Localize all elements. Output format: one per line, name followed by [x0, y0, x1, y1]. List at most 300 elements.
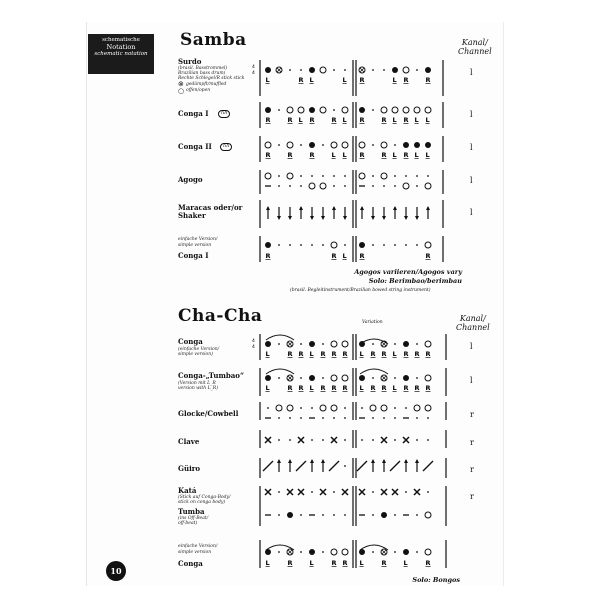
samba-conga1-hand: R: [287, 116, 293, 124]
samba-conga1b-open: [403, 107, 409, 113]
chacha-tumba-rest: [344, 514, 346, 516]
chacha-tumbao-sub2: version with L_R): [178, 386, 218, 391]
samba-conga1-hit: [265, 107, 271, 113]
chacha-tumbao-open: [342, 375, 348, 381]
samba-surdo-hand: L: [265, 76, 270, 84]
samba-conga-simple-rest: [322, 244, 324, 246]
chacha-kata-sub1: (Stick auf Conga-Body/: [178, 495, 231, 500]
chacha-clave-cross: [331, 437, 337, 443]
chacha-tumbao-rest: [300, 377, 302, 379]
samba-agogo2-low-rest: [416, 185, 418, 187]
chacha-conga-hand: R: [342, 350, 348, 358]
chacha-conga-simple2-hit: [359, 549, 365, 555]
chacha-clave2-rest: [372, 439, 374, 441]
samba-conga2-badge: hh: [220, 143, 232, 151]
chacha-cowbell-rest: [344, 407, 346, 409]
chacha-conga-simple-rest: [300, 551, 302, 553]
chacha-tumba-sub1: (ins Off-Beat/: [178, 516, 209, 521]
chacha-conga2-hand: R: [425, 350, 431, 358]
chacha-tumbao2-hit: [359, 375, 365, 381]
page-number: 10: [106, 561, 126, 581]
chacha-clave-rest: [311, 439, 313, 441]
chacha-kata2-rest: [405, 491, 407, 493]
chacha-conga-hand: R: [298, 350, 304, 358]
samba-conga2-hit: [309, 142, 315, 148]
samba-agogo-open: [287, 173, 293, 179]
chacha-guiro2-scrape: [423, 461, 433, 471]
samba-surdo-hand: L: [342, 76, 347, 84]
samba-conga-simple-rest: [344, 244, 346, 246]
samba-conga1b-hand: R: [381, 116, 387, 124]
samba-agogo-low-rest: [344, 185, 346, 187]
samba-conga2b-open: [359, 142, 365, 148]
samba-kanal-line2: Channel: [458, 47, 492, 56]
chacha-cowbell-open: [320, 405, 326, 411]
samba-surdo2-rest: [416, 69, 418, 71]
chacha-conga2-rest: [416, 343, 418, 345]
chacha-variation: Variation: [362, 320, 383, 325]
chacha-tumbao-rest: [322, 377, 324, 379]
samba-conga-simple-rest: [311, 244, 313, 246]
chacha-label-clave: Clave: [178, 437, 200, 446]
samba-agogo2-rest: [405, 175, 407, 177]
chacha-tumbao-hand: L: [309, 384, 314, 392]
samba-conga-simple-open: [331, 242, 337, 248]
chacha-footnote1: Solo: Bongos: [412, 576, 460, 584]
samba-surdo2-hit: [425, 67, 431, 73]
chacha-cowbell2-low-rest: [383, 417, 385, 419]
chacha-kata2-rest: [372, 491, 374, 493]
chacha-tumbao-hand: R: [320, 384, 326, 392]
chacha-conga-simple2-open: [425, 549, 431, 555]
sidebox-line2: Notation: [106, 43, 136, 51]
samba-conga1b-rest: [372, 109, 374, 111]
chacha-cowbell2-open: [425, 405, 431, 411]
chacha-conga-simple2-hand: L: [403, 559, 408, 567]
samba-conga-simple2-hit: [359, 242, 365, 248]
chacha-conga-simple-hand: R: [287, 559, 293, 567]
chacha-cowbell-low-rest: [300, 417, 302, 419]
chacha-cowbell-low-rest: [333, 417, 335, 419]
samba-agogo-open: [265, 173, 271, 179]
samba-surdo2-hit: [392, 67, 398, 73]
samba-label-maracas: Maracas oder/or: [178, 203, 243, 212]
samba-shaker-arrowhead: [310, 216, 314, 220]
chacha-guiro-arrowhead: [288, 459, 292, 463]
chacha-kata2-cross: [359, 489, 365, 495]
chacha-kanal-line1: Kanal/: [459, 314, 486, 323]
samba-conga1b-open: [414, 107, 420, 113]
chacha-conga-simple-rest: [278, 551, 280, 553]
chacha-cowbell2-rest: [405, 407, 407, 409]
samba-conga-simple2-rest: [416, 244, 418, 246]
samba-conga1-rest: [333, 109, 335, 111]
chacha-kata-rest: [333, 491, 335, 493]
chacha-cowbell2-low-rest: [427, 417, 429, 419]
chacha-tumbao-hand: L: [265, 384, 270, 392]
chacha-conga-sub1: (einfache Version/: [178, 347, 220, 352]
samba-label-surdo: Surdo: [178, 57, 202, 66]
chacha-kata-cross: [287, 489, 293, 495]
samba-conga-simple-rest: [278, 244, 280, 246]
chacha-conga-simple-sub1: einfache Version/: [178, 544, 218, 549]
chacha-conga-simple2-hit: [403, 549, 409, 555]
samba-conga1-hand: R: [309, 116, 315, 124]
samba-conga2-open: [287, 142, 293, 148]
chacha-tumba-hit: [287, 512, 293, 518]
chacha-conga-simple2-muffled-x: [382, 550, 386, 554]
samba-shaker-arrowhead: [288, 216, 292, 220]
samba-conga-simple-sub2: simple version: [178, 243, 212, 248]
chacha-channel-guiro: r: [470, 465, 474, 474]
chacha-tumbao2-hand: L: [359, 384, 364, 392]
chacha-tumbao2-hand: R: [414, 384, 420, 392]
chacha-conga-simple-hand: L: [309, 559, 314, 567]
chacha-conga-simple-open: [331, 549, 337, 555]
chacha-tumbao2-hand: R: [381, 384, 387, 392]
chacha-cowbell-rest: [311, 407, 313, 409]
samba-agogo-rest: [344, 175, 346, 177]
samba-surdo2-rest: [372, 69, 374, 71]
samba-agogo-rest: [300, 175, 302, 177]
samba-conga2b-hand: R: [381, 151, 387, 159]
samba-surdo2-muffled-x: [360, 68, 364, 72]
chacha-channel-tumbao: l: [470, 376, 473, 385]
samba-conga-simple-hand: R: [265, 252, 271, 260]
samba-shaker2-arrowhead: [360, 206, 364, 210]
samba-agogo-rest: [278, 175, 280, 177]
samba-title: Samba: [180, 30, 247, 50]
chacha-guiro2-arrowhead: [404, 459, 408, 463]
samba-conga2b-rest: [394, 144, 396, 146]
chacha-clave-rest: [289, 439, 291, 441]
samba-shaker2-arrowhead: [382, 216, 386, 220]
samba-shaker-arrowhead: [266, 206, 270, 210]
samba-surdo-open: [320, 67, 326, 73]
chacha-channel-kata: r: [470, 492, 474, 501]
chacha-clave-rest: [344, 439, 346, 441]
samba-agogo2-low-rest: [383, 185, 385, 187]
samba-channel-conga2: l: [470, 143, 473, 152]
sidebox-line3: schematic notation: [94, 51, 148, 57]
chacha-conga-hand: R: [331, 350, 337, 358]
chacha-title: Cha-Cha: [178, 306, 263, 326]
samba-surdo-sub3: Rechte Schlegel/R stick stick: [178, 76, 245, 81]
chacha-kata-cross: [265, 489, 271, 495]
chacha-conga-simple-hit: [309, 549, 315, 555]
samba-surdo2-rest: [383, 69, 385, 71]
samba-footsmall: (brasil. Begleitinstrument/Brazilian bowed string instrument): [290, 288, 431, 293]
samba-conga1-open: [342, 107, 348, 113]
chacha-channel-clave: r: [470, 438, 474, 447]
samba-conga1b-hand: L: [425, 116, 430, 124]
samba-agogo2-rest: [416, 175, 418, 177]
chacha-cowbell2-low-rest: [372, 417, 374, 419]
chacha-tumba-rest: [333, 514, 335, 516]
chacha-clave2-rest: [394, 439, 396, 441]
chacha-tumba-rest: [278, 514, 280, 516]
chacha-conga-simple-hand: R: [342, 559, 348, 567]
samba-conga-simple-rest: [289, 244, 291, 246]
samba-conga-simple2-rest: [383, 244, 385, 246]
chacha-conga-simple2-hand: R: [381, 559, 387, 567]
samba-conga1-hand: L: [298, 116, 303, 124]
samba-timesig: 4: [252, 71, 255, 76]
chacha-clave2-cross: [403, 437, 409, 443]
chacha-cowbell-open: [276, 405, 282, 411]
chacha-tumbao2-rest: [372, 377, 374, 379]
samba-agogo-rest: [333, 175, 335, 177]
samba-conga1-badge: hh: [218, 110, 230, 118]
chacha-conga2-hand: R: [403, 350, 409, 358]
chacha-tumba-rest: [300, 514, 302, 516]
chacha-tumbao-hand: R: [287, 384, 293, 392]
chacha-conga-simple-muffled-x: [288, 550, 292, 554]
samba-agogo-low-rest: [333, 185, 335, 187]
chacha-tumbao-hit: [309, 375, 315, 381]
samba-conga2b-hand: L: [392, 151, 397, 159]
samba-agogo2-low-open: [425, 183, 431, 189]
chacha-conga2-rest: [372, 343, 374, 345]
chacha-tumbao2-open: [425, 375, 431, 381]
chacha-conga-open: [331, 341, 337, 347]
chacha-kata2-cross: [392, 489, 398, 495]
chacha-conga-simple2-hand: R: [425, 559, 431, 567]
chacha-guiro2-arrowhead: [382, 459, 386, 463]
samba-agogo-rest: [322, 175, 324, 177]
samba-conga-simple-hand: L: [342, 252, 347, 260]
samba-conga2-hand: R: [265, 151, 271, 159]
samba-surdo2-hand: R: [359, 76, 365, 84]
samba-conga-simple-rest: [300, 244, 302, 246]
samba-agogo2-low-rest: [372, 185, 374, 187]
samba-surdo-legend1: gedämpft/muffled: [186, 82, 227, 87]
chacha-conga-hit: [309, 341, 315, 347]
chacha-conga-hand: R: [287, 350, 293, 358]
tie-arc: [266, 369, 294, 374]
chacha-conga-rest: [300, 343, 302, 345]
samba-conga2-hand: L: [342, 151, 347, 159]
chacha-conga-simple2-rest: [416, 551, 418, 553]
chacha-conga-muffled-x: [288, 342, 292, 346]
samba-conga2-hand: R: [309, 151, 315, 159]
samba-agogo2-low-rest: [394, 185, 396, 187]
chacha-conga2-rest: [394, 343, 396, 345]
samba-surdo2-hand: L: [392, 76, 397, 84]
chacha-guiro2-scrape: [357, 461, 367, 471]
chacha-conga2-hand: L: [359, 350, 364, 358]
chacha-clave-cross: [265, 437, 271, 443]
samba-surdo-legend2: offen/open: [186, 88, 211, 93]
samba-conga2b-hand: L: [414, 151, 419, 159]
samba-conga-simple2-hand: R: [425, 252, 431, 260]
chacha-cowbell-rest: [300, 407, 302, 409]
samba-conga2b-hand: L: [425, 151, 430, 159]
chacha-clave-rest: [322, 439, 324, 441]
chacha-label-cowbell: Glocke/Cowbell: [178, 409, 239, 418]
chacha-tumba2-rest: [416, 514, 418, 516]
samba-shaker2-arrowhead: [393, 206, 397, 210]
chacha-conga-simple2-rest: [394, 551, 396, 553]
chacha-kata-sub2: stick on conga body): [178, 500, 226, 505]
chacha-guiro-arrowhead: [277, 459, 281, 463]
samba-shaker-arrowhead: [321, 216, 325, 220]
samba-conga1b-hit: [359, 107, 365, 113]
chacha-guiro-arrowhead: [321, 459, 325, 463]
samba-conga-simple2-hand: R: [359, 252, 365, 260]
chacha-kata-rest: [278, 491, 280, 493]
samba-conga2b-hit: [414, 142, 420, 148]
samba-surdo2-hand: R: [403, 76, 409, 84]
samba-label-shaker: Shaker: [178, 211, 206, 220]
samba-conga1b-hand: L: [392, 116, 397, 124]
chacha-tumbao2-hit: [403, 375, 409, 381]
chacha-tumbao2-muffled-x: [382, 376, 386, 380]
chacha-cowbell-rest: [267, 407, 269, 409]
chacha-channel-cowbell: r: [470, 410, 474, 419]
samba-surdo-hand: L: [309, 76, 314, 84]
chacha-conga-hand: L: [309, 350, 314, 358]
chacha-conga-rest: [278, 343, 280, 345]
chacha-tumba2-open: [425, 512, 431, 518]
chacha-guiro-scrape: [263, 461, 273, 471]
samba-conga1b-open: [425, 107, 431, 113]
chacha-label-guiro: Güiro: [178, 464, 201, 473]
samba-conga2-open: [265, 142, 271, 148]
samba-surdo2-hand: R: [425, 76, 431, 84]
samba-surdo-muffled-x: [277, 68, 281, 72]
samba-conga2b-hand: R: [403, 151, 409, 159]
chacha-conga-simple2-rest: [372, 551, 374, 553]
chacha-tumbao-sub1: (Version mit L_R: [178, 381, 216, 386]
samba-agogo-low-open: [309, 183, 315, 189]
samba-surdo-rest: [344, 69, 346, 71]
samba-conga-simple-sub1: einfache Version/: [178, 237, 218, 242]
samba-conga1-hand: L: [342, 116, 347, 124]
samba-surdo-sub2: Brazilian bass drum): [178, 71, 226, 76]
samba-conga1-hand: R: [331, 116, 337, 124]
chacha-cowbell2-rest: [394, 407, 396, 409]
samba-conga2b-rest: [372, 144, 374, 146]
samba-conga1-hand: R: [265, 116, 271, 124]
chacha-cowbell-low-rest: [278, 417, 280, 419]
samba-shaker2-arrowhead: [426, 206, 430, 210]
chacha-tumbao2-hand: R: [403, 384, 409, 392]
samba-agogo-low-rest: [289, 185, 291, 187]
chacha-conga-simple-hand: L: [265, 559, 270, 567]
chacha-tumbao2-hand: L: [392, 384, 397, 392]
samba-shaker-arrowhead: [299, 206, 303, 210]
chacha-kanal-line2: Channel: [456, 323, 490, 332]
chacha-conga-simple2-hand: L: [359, 559, 364, 567]
tie-arc: [266, 335, 294, 340]
samba-shaker2-arrowhead: [404, 216, 408, 220]
chacha-guiro-rest: [344, 465, 346, 467]
chacha-guiro2-arrowhead: [415, 459, 419, 463]
chacha-channel-conga: l: [470, 342, 473, 351]
chacha-tumbao-hand: R: [342, 384, 348, 392]
chacha-conga-simple-open: [342, 549, 348, 555]
samba-surdo-hit: [265, 67, 271, 73]
chacha-tumba-rest: [322, 514, 324, 516]
chacha-conga-hit: [265, 341, 271, 347]
samba-shaker-arrowhead: [343, 216, 347, 220]
samba-conga-simple2-open: [425, 242, 431, 248]
chacha-conga-simple-rest: [322, 551, 324, 553]
samba-conga2-hand: R: [287, 151, 293, 159]
chacha-cowbell2-rest: [361, 407, 363, 409]
chacha-tumbao-hit: [265, 375, 271, 381]
samba-timesig: 4: [252, 65, 255, 70]
chacha-tumbao2-rest: [416, 377, 418, 379]
chacha-conga-simple-hand: R: [331, 559, 337, 567]
samba-conga1-hit: [309, 107, 315, 113]
samba-conga1b-hand: L: [414, 116, 419, 124]
chacha-label-conga-simple: Conga: [178, 559, 203, 568]
chacha-tumbao2-hand: R: [425, 384, 431, 392]
chacha-conga2-hand: L: [392, 350, 397, 358]
open-symbol-icon: ○: [178, 87, 185, 95]
chacha-tumbao-hand: R: [331, 384, 337, 392]
chacha-cowbell-low-rest: [322, 417, 324, 419]
chacha-conga-rest: [322, 343, 324, 345]
samba-conga1-open: [287, 107, 293, 113]
samba-surdo-rest: [300, 69, 302, 71]
samba-conga2b-open: [381, 142, 387, 148]
chacha-cowbell2-open: [370, 405, 376, 411]
samba-agogo-low-rest: [278, 185, 280, 187]
chacha-clave-rest: [278, 439, 280, 441]
samba-footnote1: Agogos variieren/Agogos vary: [354, 268, 462, 276]
chacha-cowbell-low-rest: [344, 417, 346, 419]
chacha-conga-sub2: simple version): [178, 352, 213, 357]
muffled-symbol-icon: ⊗: [178, 80, 184, 88]
chacha-cowbell-low-rest: [289, 417, 291, 419]
chacha-kata-cross: [342, 489, 348, 495]
samba-channel-surdo: l: [470, 68, 473, 77]
samba-conga2-open: [342, 142, 348, 148]
chacha-label-tumba: Tumba: [178, 507, 205, 516]
samba-conga1-open: [298, 107, 304, 113]
samba-conga2-rest: [278, 144, 280, 146]
samba-channel-maracas: l: [470, 208, 473, 217]
samba-conga-simple-hand: R: [331, 252, 337, 260]
samba-conga2-rest: [322, 144, 324, 146]
chacha-conga-hand: R: [320, 350, 326, 358]
samba-label-conga-simple: Conga I: [178, 251, 209, 260]
chacha-kata2-rest: [427, 491, 429, 493]
samba-agogo2-rest: [394, 175, 396, 177]
samba-kanal-line1: Kanal/: [461, 38, 488, 47]
samba-conga2b-hand: R: [359, 151, 365, 159]
samba-conga2-hand: L: [331, 151, 336, 159]
samba-conga1b-open: [392, 107, 398, 113]
chacha-clave2-cross: [381, 437, 387, 443]
chacha-conga2-hand: R: [414, 350, 420, 358]
samba-surdo-hand: R: [298, 76, 304, 84]
chacha-label-conga: Conga: [178, 337, 203, 346]
samba-label-conga2: Conga II: [178, 142, 212, 151]
samba-agogo2-open: [359, 173, 365, 179]
chacha-timesig: 4: [252, 345, 255, 350]
samba-conga1b-hand: R: [359, 116, 365, 124]
chacha-label-tumbao: Conga-„Tumbao“: [178, 371, 244, 380]
samba-conga1b-open: [381, 107, 387, 113]
chacha-clave-cross: [298, 437, 304, 443]
samba-agogo-low-open: [320, 183, 326, 189]
chacha-tumbao-muffled-x: [288, 376, 292, 380]
chacha-conga2-hand: R: [381, 350, 387, 358]
